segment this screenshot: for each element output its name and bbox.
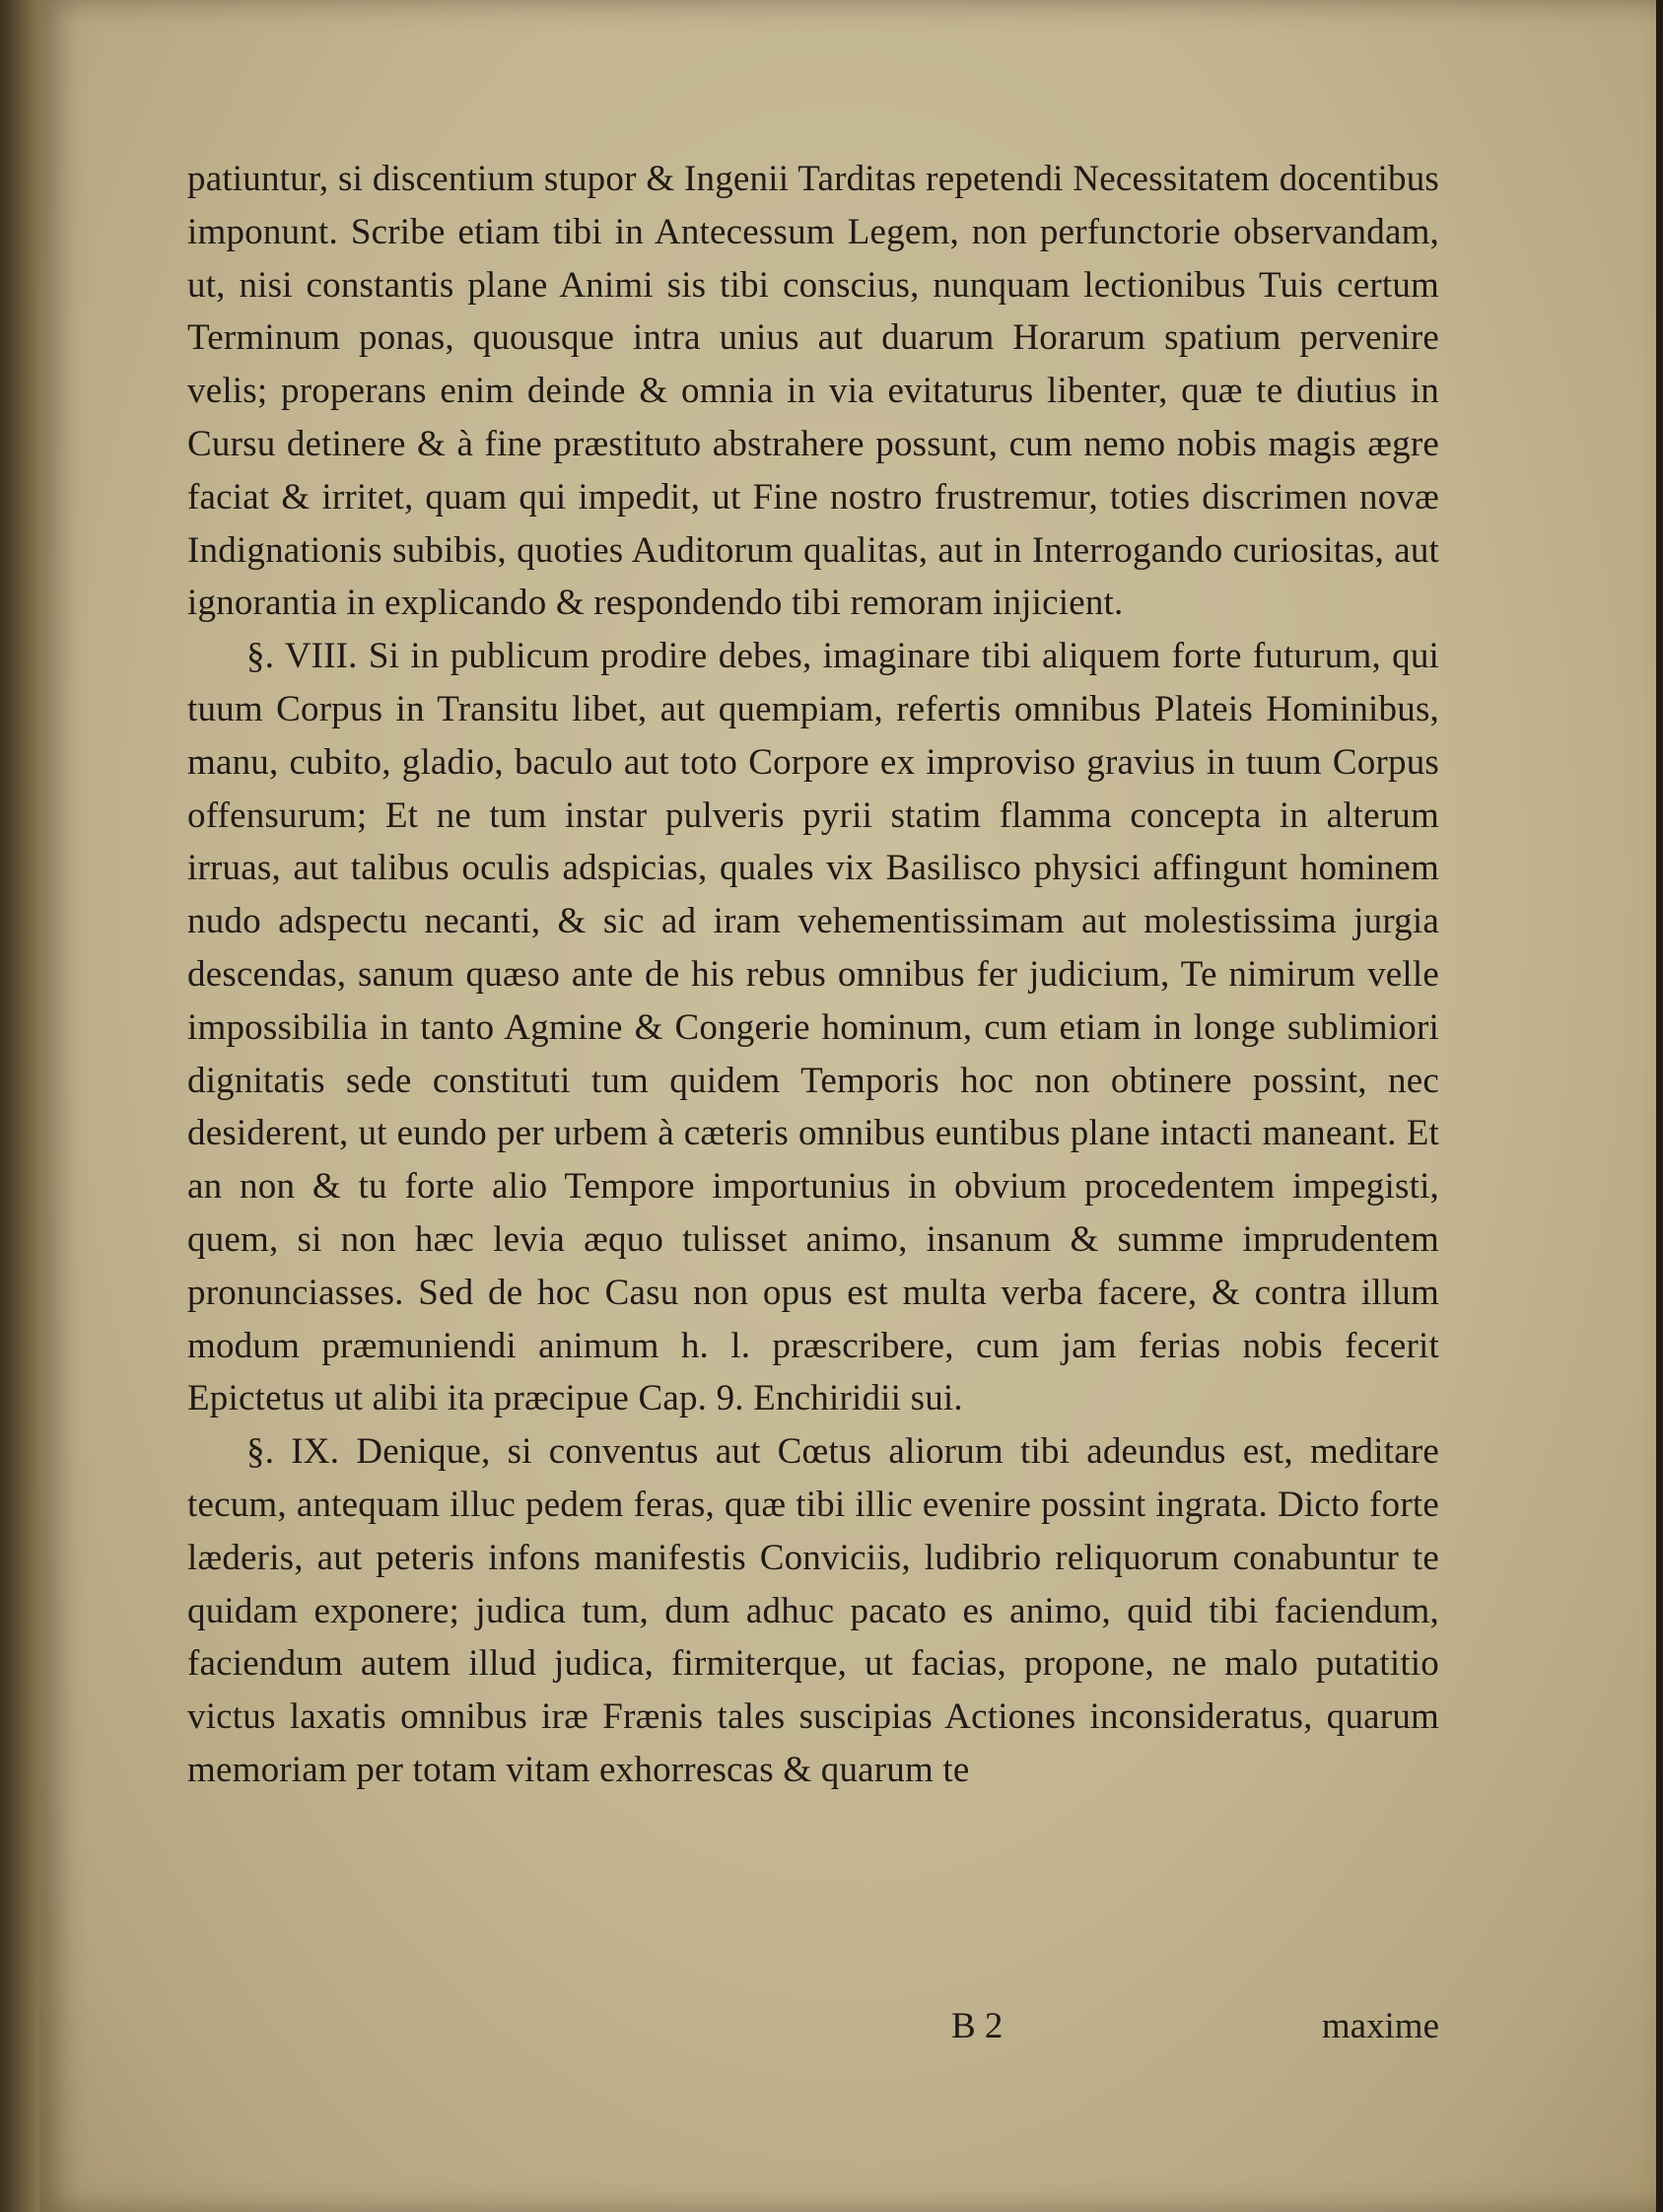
page-footer: [187, 2005, 1439, 2064]
paragraph-section-viii: §. VIII. Si in publicum prodire debes, imaginare tibi aliquem forte futurum, qui tuum Corpus in Transitu libet, aut quempiam, refertis omnibus Plateis Hominibus, manu, cubito, gladio, baculo aut toto Corpore ex improviso gravius in tuum Corpus offensurum; Et ne tum instar pulveris pyrii statim flamma concepta in alterum irruas, aut talibus oculis adspicias, quales vix Basilisco physici affingunt hominem nudo adspectu necanti, & sic ad iram vehementissimam aut molestissima jurgia descendas, sanum quæso ante de his rebus omnibus fer judicium, Te nimirum velle impossibilia in tanto Agmine & Congerie hominum, cum etiam in longe sublimiori dignitatis sede constituti tum quidem Temporis hoc non obtinere possint, nec desiderent, ut eundo per urbem à cæteris omnibus euntibus plane intacti maneant. Et an non & tu forte alio Tempore importunius in obvium procedentem impegisti, quem, si non hæc levia æquo tulisset animo, insanum & summe imprudentem pronunciasses. Sed de hoc Casu non opus est multa verba facere, & contra illum modum præmuniendi animum h. l. præscribere, cum jam ferias nobis fecerit Epictetus ut alibi ita præcipue Cap. 9. Enchiridii sui.: [187, 636, 1439, 1419]
signature-mark: B 2: [951, 2006, 1004, 2046]
body-text: [187, 153, 1439, 1797]
book-spine-shadow: [0, 0, 39, 2212]
paragraph-continuation: patiuntur, si discentium stupor & Ingenii Tarditas repetendi Necessitatem docentibus imponunt. Scribe etiam tibi in Antecessum Legem, non perfunctorie observandam, ut, nisi constantis plane Animi sis tibi conscius, nunquam lectionibus Tuis certum Terminum ponas, quousque intra unius aut duarum Horarum spatium pervenire velis; properans enim deinde & omnia in via evitaturus libenter, quæ te diutius in Cursu detinere & à fine præstituto abstrahere possunt, cum nemo nobis magis ægre faciat & irritet, quam qui impedit, ut Fine nostro frustremur, toties discrimen novæ Indignationis subibis, quoties Auditorum qualitas, aut in Interrogando curiositas, aut ignorantia in explicando & respondendo tibi remoram injicient.: [187, 159, 1439, 624]
paragraph-section-ix: §. IX. Denique, si conventus aut Cœtus aliorum tibi adeundus est, meditare tecum, antequam illuc pedem feras, quæ tibi illic evenire possint ingrata. Dicto forte læderis, aut peteris infons manifestis Conviciis, ludibrio reliquorum conabuntur te quidam exponere; judica tum, dum adhuc pacato es animo, quid tibi faciendum, faciendum autem illud judica, firmiterque, ut facias, propone, ne malo putatitio victus laxatis omnibus iræ Frænis tales suscipias Actiones inconsideratus, quarum memoriam per totam vitam exhorrescas & quarum te: [187, 1431, 1439, 1790]
catchword: maxime: [1321, 2006, 1439, 2046]
